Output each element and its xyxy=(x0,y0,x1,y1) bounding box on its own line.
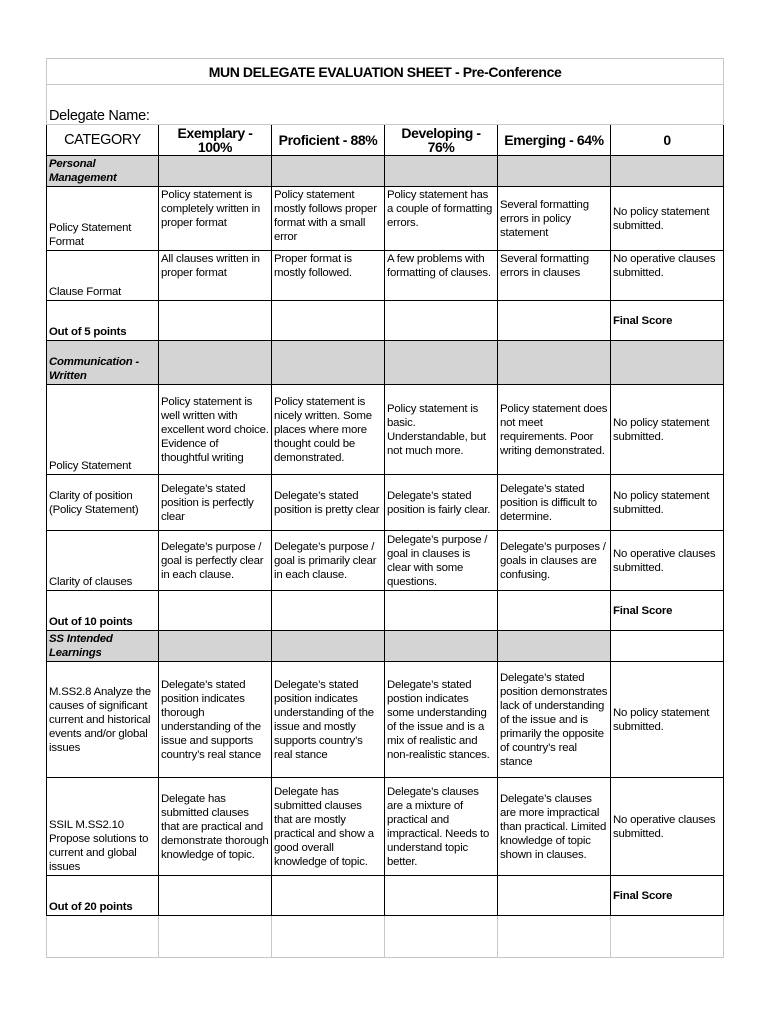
score-cell xyxy=(385,591,498,631)
rubric-cell: Policy statement has a couple of formatting errors. xyxy=(385,187,498,251)
section-band xyxy=(159,156,272,187)
rubric-cell: No policy statement submitted. xyxy=(611,385,724,475)
blank-row xyxy=(47,916,724,958)
section-band xyxy=(272,341,385,385)
header-exemplary: Exemplary - 100% xyxy=(159,125,272,156)
rubric-table xyxy=(46,58,724,958)
final-score-label: Final Score xyxy=(611,591,724,631)
table-row xyxy=(47,531,724,591)
table-row xyxy=(47,251,724,301)
delegate-name-label: Delegate Name: xyxy=(47,85,724,125)
rubric-cell: Policy statement is completely written in proper format xyxy=(159,187,272,251)
section-band xyxy=(385,631,498,662)
final-score-label: Final Score xyxy=(611,876,724,916)
rubric-cell: No operative clauses submitted. xyxy=(611,531,724,591)
rubric-cell: Delegate’s stated postion indicates some understanding of the issue and is a mix of realistic and non-realistic stances. xyxy=(385,662,498,778)
rubric-cell: No policy statement submitted. xyxy=(611,475,724,531)
blank-cell xyxy=(47,916,159,958)
row-category: Clause Format xyxy=(47,251,159,301)
points-label: Out of 5 points xyxy=(47,301,159,341)
section-band xyxy=(272,631,385,662)
header-zero: 0 xyxy=(611,125,724,156)
blank-cell xyxy=(159,916,272,958)
section-band xyxy=(385,341,498,385)
score-cell xyxy=(498,591,611,631)
row-category: Policy Statement Format xyxy=(47,187,159,251)
points-row xyxy=(47,301,724,341)
score-cell xyxy=(385,301,498,341)
section-band xyxy=(159,341,272,385)
table-row xyxy=(47,187,724,251)
section-band xyxy=(159,631,272,662)
table-row xyxy=(47,778,724,876)
section-band xyxy=(611,156,724,187)
score-cell xyxy=(272,591,385,631)
table-row xyxy=(47,662,724,778)
rubric-cell: Delegate’s stated position is fairly clear. xyxy=(385,475,498,531)
row-category: Clarity of position (Policy Statement) xyxy=(47,475,159,531)
evaluation-sheet xyxy=(46,58,723,958)
section-label-communication-written: Communication - Written xyxy=(47,341,159,385)
section-label-personal-management: Personal Management xyxy=(47,156,159,187)
section-band xyxy=(498,631,611,662)
rubric-cell: Policy statement mostly follows proper format with a small error xyxy=(272,187,385,251)
blank-cell xyxy=(611,916,724,958)
score-cell xyxy=(159,591,272,631)
rubric-cell: Delegate’s purposes / goals in clauses are confusing. xyxy=(498,531,611,591)
row-category: Clarity of clauses xyxy=(47,531,159,591)
score-cell xyxy=(159,301,272,341)
blank-cell xyxy=(272,916,385,958)
rubric-cell: Delegate’s purpose / goal is primarily clear in each clause. xyxy=(272,531,385,591)
section-band xyxy=(385,156,498,187)
score-cell xyxy=(159,876,272,916)
rubric-cell: Policy statement is basic. Understandable, but not much more. xyxy=(385,385,498,475)
rubric-cell: Policy statement is well written with excellent word choice. Evidence of thoughtful writing xyxy=(159,385,272,475)
section-band xyxy=(272,156,385,187)
rubric-cell: Policy statement is nicely written. Some places where more thought could be demonstrated. xyxy=(272,385,385,475)
sheet-title: MUN DELEGATE EVALUATION SHEET - Pre-Conference xyxy=(47,59,724,85)
score-cell xyxy=(272,301,385,341)
score-cell xyxy=(498,876,611,916)
score-cell xyxy=(272,876,385,916)
header-category: CATEGORY xyxy=(47,125,159,156)
score-cell xyxy=(498,301,611,341)
blank-cell xyxy=(498,916,611,958)
row-category: M.SS2.8 Analyze the causes of significant current and historical events and/or global issues xyxy=(47,662,159,778)
rubric-cell: Policy statement does not meet requirements. Poor writing demonstrated. xyxy=(498,385,611,475)
rubric-cell: No operative clauses submitted. xyxy=(611,778,724,876)
row-category: SSIL M.SS2.10 Propose solutions to current and global issues xyxy=(47,778,159,876)
rubric-cell: Proper format is mostly followed. xyxy=(272,251,385,301)
rubric-cell: Delegate has submitted clauses that are practical and demonstrate thorough knowledge of topic. xyxy=(159,778,272,876)
section-band xyxy=(498,341,611,385)
table-row xyxy=(47,385,724,475)
section-label-ss-intended-learnings: SS Intended Learnings xyxy=(47,631,159,662)
rubric-cell: Delegate’s stated position indicates thorough understanding of the issue and supports country’s real stance xyxy=(159,662,272,778)
table-row xyxy=(47,475,724,531)
rubric-cell: Delegate’s clauses are a mixture of practical and impractical. Needs to understand topic better. xyxy=(385,778,498,876)
rubric-cell: Delegate’s stated position indicates understanding of the issue and mostly supports country’s real stance xyxy=(272,662,385,778)
section-band xyxy=(611,341,724,385)
rubric-cell: No operative clauses submitted. xyxy=(611,251,724,301)
rubric-cell: Delegate has submitted clauses that are mostly practical and show a good overall knowledge of topic. xyxy=(272,778,385,876)
header-emerging: Emerging - 64% xyxy=(498,125,611,156)
rubric-cell: Delegate’s purpose / goal is perfectly clear in each clause. xyxy=(159,531,272,591)
points-row xyxy=(47,876,724,916)
rubric-cell: No policy statement submitted. xyxy=(611,187,724,251)
row-category: Policy Statement xyxy=(47,385,159,475)
rubric-cell: No policy statement submitted. xyxy=(611,662,724,778)
rubric-cell: A few problems with formatting of clauses. xyxy=(385,251,498,301)
final-score-label: Final Score xyxy=(611,301,724,341)
header-proficient: Proficient - 88% xyxy=(272,125,385,156)
blank-cell xyxy=(385,916,498,958)
rubric-cell: Several formatting errors in policy statement xyxy=(498,187,611,251)
header-developing: Developing - 76% xyxy=(385,125,498,156)
points-label: Out of 10 points xyxy=(47,591,159,631)
score-cell xyxy=(385,876,498,916)
rubric-cell: Delegate’s stated position is perfectly clear xyxy=(159,475,272,531)
rubric-cell: Delegate’s stated position is pretty clear xyxy=(272,475,385,531)
rubric-cell: Delegate’s stated position demonstrates lack of understanding of the issue and is primarily the opposite of country’s real stance xyxy=(498,662,611,778)
section-band xyxy=(498,156,611,187)
rubric-cell: Delegate’s stated position is difficult to determine. xyxy=(498,475,611,531)
points-label: Out of 20 points xyxy=(47,876,159,916)
rubric-cell: Delegate’s purpose / goal in clauses is clear with some questions. xyxy=(385,531,498,591)
rubric-cell: All clauses written in proper format xyxy=(159,251,272,301)
rubric-cell: Delegate’s clauses are more impractical than practical. Limited knowledge of topic shown in clauses. xyxy=(498,778,611,876)
section-band xyxy=(611,631,724,662)
points-row xyxy=(47,591,724,631)
rubric-cell: Several formatting errors in clauses xyxy=(498,251,611,301)
